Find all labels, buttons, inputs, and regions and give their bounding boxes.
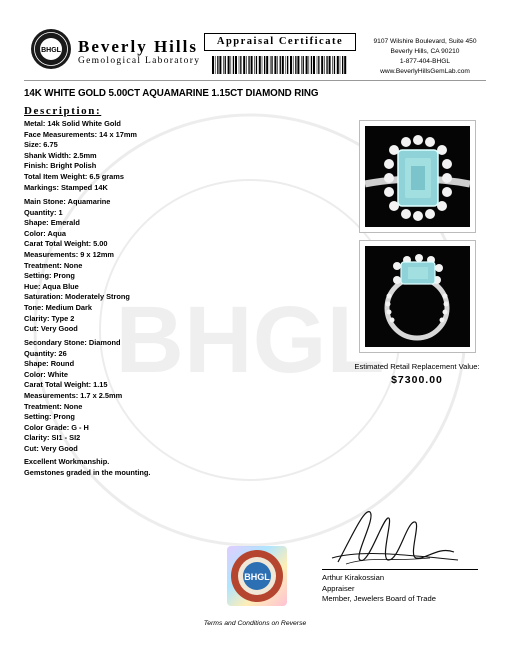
ring-photo-side xyxy=(359,240,476,353)
spec-line: Size: 6.75 xyxy=(24,140,58,150)
appraiser-membership: Member, Jewelers Board of Trade xyxy=(322,594,436,604)
main-stone-specs xyxy=(24,197,130,335)
spec-line: Setting: Prong xyxy=(24,412,75,422)
appraiser-signature xyxy=(330,500,460,572)
spec-line: Shape: Round xyxy=(24,359,75,369)
spec-line: Secondary Stone: Diamond xyxy=(24,338,121,347)
spec-line: Color: Aqua xyxy=(24,228,67,238)
certificate-title: Appraisal Certificate xyxy=(204,33,356,51)
address-street: 9107 Wilshire Boulevard, Suite 450 xyxy=(373,38,477,45)
spec-line: Main Stone: Aquamarine xyxy=(24,197,111,206)
svg-text:BHGL: BHGL xyxy=(41,47,61,54)
spec-line: Clarity: SI1 - SI2 xyxy=(24,433,81,443)
brand-subtitle: Gemological Laboratory xyxy=(78,56,201,66)
spec-line: Shank Width: 2.5mm xyxy=(24,150,97,160)
spec-line: Markings: Stamped 14K xyxy=(24,182,108,192)
appraiser-info xyxy=(322,573,436,605)
ring-top-view-image xyxy=(365,126,470,227)
description-heading: Description: xyxy=(24,105,102,117)
svg-text:BHGL: BHGL xyxy=(244,572,270,582)
spec-line: Setting: Prong xyxy=(24,271,75,281)
spec-line: Color Grade: G - H xyxy=(24,422,89,432)
spec-line: Metal: 14k Solid White Gold xyxy=(24,119,121,128)
barcode xyxy=(212,56,348,74)
spec-line: Saturation: Moderately Strong xyxy=(24,292,130,302)
hologram-seal-icon xyxy=(226,545,288,607)
address-city: Beverly Hills, CA 90210 xyxy=(390,48,460,55)
spec-line: Carat Total Weight: 1.15 xyxy=(24,380,108,390)
spec-line: Treatment: None xyxy=(24,260,83,270)
lab-address xyxy=(360,37,490,77)
spec-line: Hue: Aqua Blue xyxy=(24,281,79,291)
spec-line: Finish: Bright Polish xyxy=(24,161,97,171)
spec-line: Quantity: 1 xyxy=(24,207,63,217)
spec-line: Cut: Very Good xyxy=(24,443,78,453)
metal-specs xyxy=(24,119,137,193)
secondary-stone-specs xyxy=(24,338,122,455)
spec-line: Measurements: 9 x 12mm xyxy=(24,249,114,259)
spec-line: Color: White xyxy=(24,369,68,379)
bhgl-seal-logo xyxy=(30,28,72,70)
address-phone: 1-877-404-BHGL xyxy=(399,58,451,65)
spec-line: Cut: Very Good xyxy=(24,324,78,334)
appraiser-role: Appraiser xyxy=(322,583,355,593)
item-title: 14K WHITE GOLD 5.00CT AQUAMARINE 1.15CT DIAMOND RING xyxy=(24,88,319,99)
address-website[interactable]: www.BeverlyHillsGemLab.com xyxy=(380,68,470,75)
spec-line: Treatment: None xyxy=(24,401,83,411)
spec-line: Shape: Emerald xyxy=(24,218,80,228)
note-line: Excellent Workmanship. xyxy=(24,457,110,466)
signature-line xyxy=(322,569,478,570)
terms-footer-link[interactable]: Terms and Conditions on Reverse xyxy=(203,620,307,627)
spec-line: Measurements: 1.7 x 2.5mm xyxy=(24,390,123,400)
valuation-amount: $7300.00 xyxy=(391,374,443,386)
watermark-monogram: BHGL xyxy=(115,287,385,393)
note-line: Gemstones graded in the mounting. xyxy=(24,467,151,477)
spec-line: Quantity: 26 xyxy=(24,348,67,358)
valuation-label: Estimated Retail Replacement Value: xyxy=(354,362,480,371)
ring-side-view-image xyxy=(365,246,470,347)
appraiser-name: Arthur Kirakossian xyxy=(322,573,385,582)
brand-name: Beverly Hills xyxy=(78,37,198,56)
ring-photo-top xyxy=(359,120,476,233)
spec-line: Face Measurements: 14 x 17mm xyxy=(24,129,137,139)
spec-line: Tone: Medium Dark xyxy=(24,302,93,312)
spec-line: Total Item Weight: 6.5 grams xyxy=(24,171,124,181)
workmanship-notes xyxy=(24,457,150,478)
spec-line: Carat Total Weight: 5.00 xyxy=(24,239,108,249)
header-divider xyxy=(24,80,486,81)
spec-line: Clarity: Type 2 xyxy=(24,313,75,323)
